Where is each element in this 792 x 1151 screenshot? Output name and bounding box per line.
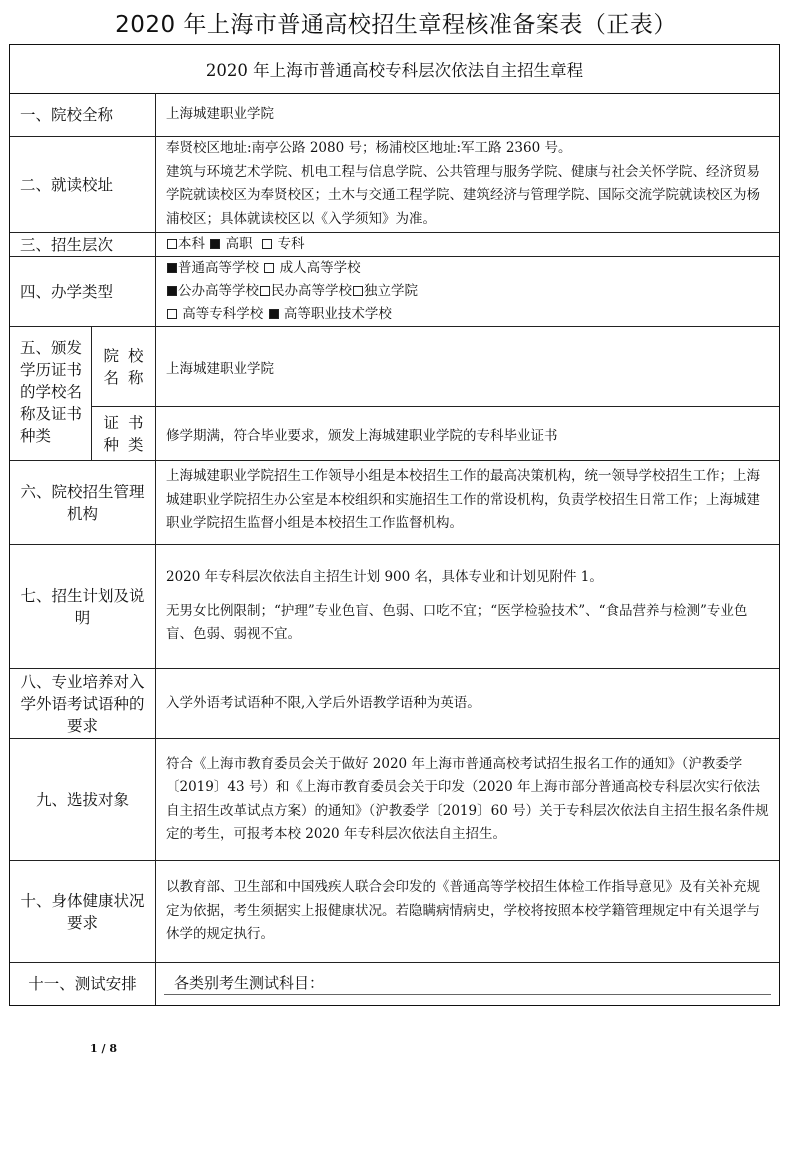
page-number: 1 / 8: [90, 1042, 117, 1055]
row-label: 五、颁发学历证书的学校名称及证书种类: [10, 327, 92, 460]
row-admission-office: [10, 461, 779, 545]
checkbox-unchecked-icon: [167, 239, 177, 249]
row-school-name: [10, 93, 779, 137]
row-label: 三、招生层次: [10, 233, 156, 256]
row-value: 奉贤校区地址:南亭公路 2080 号；杨浦校区地址:军工路 2360 号。 建筑与环境艺术学院、机电工程与信息学院、公共管理与服务学院、健康与社会关怀学院、经济贸易学院就读校区为奉贤校区；土木与交通工程学院、建筑经济与管理学院、国际交流学院就读校区为杨浦校区；具体就读校区以《入学须知》为准。: [166, 140, 760, 227]
checkbox-unchecked-icon: [264, 263, 274, 273]
checkbox-checked-icon: [210, 239, 220, 249]
sub-row-school-name: [92, 327, 779, 407]
row-value: 本科 高职 专科: [156, 233, 779, 256]
row-label: 一、院校全称: [10, 93, 156, 136]
sub-row-label: 院校名称: [92, 327, 156, 406]
row-label: 十一、测试安排: [10, 963, 156, 1005]
row-label: 八、专业培养对入学外语考试语种的要求: [10, 669, 156, 738]
row-enrollment-plan: [10, 545, 779, 669]
checkbox-checked-icon: [167, 286, 177, 296]
row-label: 九、选拔对象: [10, 739, 156, 860]
row-label: 四、办学类型: [10, 257, 156, 326]
row-school-type: [10, 257, 779, 327]
row-value: 入学外语考试语种不限,入学后外语教学语种为英语。: [166, 694, 481, 711]
filing-table: [9, 44, 780, 1006]
checkbox-unchecked-icon: [353, 286, 363, 296]
divider: [164, 994, 771, 995]
row-label: 七、招生计划及说明: [10, 545, 156, 668]
row-value: 普通高等学校 成人高等学校 公办高等学校 民办高等学校 独立学院 高等专科学校 高等职业技术学校: [156, 257, 779, 326]
sub-row-label: 证书种类: [92, 407, 156, 460]
row-certificate: [10, 327, 779, 461]
checkbox-unchecked-icon: [167, 309, 177, 319]
row-value: 上海城建职业学院招生工作领导小组是本校招生工作的最高决策机构，统一领导学校招生工作；上海城建职业学院招生办公室是本校组织和实施招生工作的常设机构，负责学校招生日常工作；上海城建职业学院招生监督小组是本校招生工作监督机构。: [166, 468, 760, 531]
checkbox-unchecked-icon: [262, 239, 272, 249]
checkbox-unchecked-icon: [260, 286, 270, 296]
row-value: 各类别考生测试科目：: [174, 974, 325, 993]
row-foreign-language: [10, 669, 779, 739]
row-value: 上海城建职业学院: [166, 105, 274, 122]
row-label: 十、身体健康状况要求: [10, 861, 156, 962]
row-admission-level: [10, 233, 779, 257]
document-title: 2020 年上海市普通高校招生章程核准备案表（正表）: [115, 12, 677, 38]
sub-row-value: 上海城建职业学院: [166, 360, 274, 377]
checkbox-checked-icon: [269, 309, 279, 319]
table-subtitle: 2020 年上海市普通高校专科层次依法自主招生章程: [10, 45, 779, 94]
sub-row-value: 修学期满，符合毕业要求，颁发上海城建职业学院的专科毕业证书: [166, 427, 558, 444]
row-health-requirements: [10, 861, 779, 963]
row-label: 六、院校招生管理机构: [10, 461, 156, 544]
row-label: 二、就读校址: [10, 137, 156, 232]
row-value: 以教育部、卫生部和中国残疾人联合会印发的《普通高等学校招生体检工作指导意见》及有关补充规定为依据，考生须据实上报健康状况。若隐瞒病情病史，学校将按照本校学籍管理规定中有关退学与休学的规定执行。: [166, 879, 760, 943]
checkbox-checked-icon: [167, 263, 177, 273]
row-eligibility: [10, 739, 779, 861]
row-value: 2020 年专科层次依法自主招生计划 900 名，具体专业和计划见附件 1。 无男女比例限制；“护理”专业色盲、色弱、口吃不宜；“医学检验技术”、“食品营养与检测”专业色盲、色弱、弱视不宜。: [166, 569, 748, 643]
row-test-arrangement: [10, 963, 779, 1005]
sub-row-certificate-type: [92, 407, 779, 460]
row-campus-address: [10, 137, 779, 233]
row-value: 符合《上海市教育委员会关于做好 2020 年上海市普通高校考试招生报名工作的通知》（沪教委学〔2019〕43 号）和《上海市教育委员会关于印发（2020 年上海市部分普通高校专科层次实行依法自主招生改革试点方案）的通知》（沪教委学〔2019〕60 号）关于专科层次依法自主招生报名条件规定的考生，可报考本校 2020 年专科层次依法自主招生。: [166, 755, 769, 842]
